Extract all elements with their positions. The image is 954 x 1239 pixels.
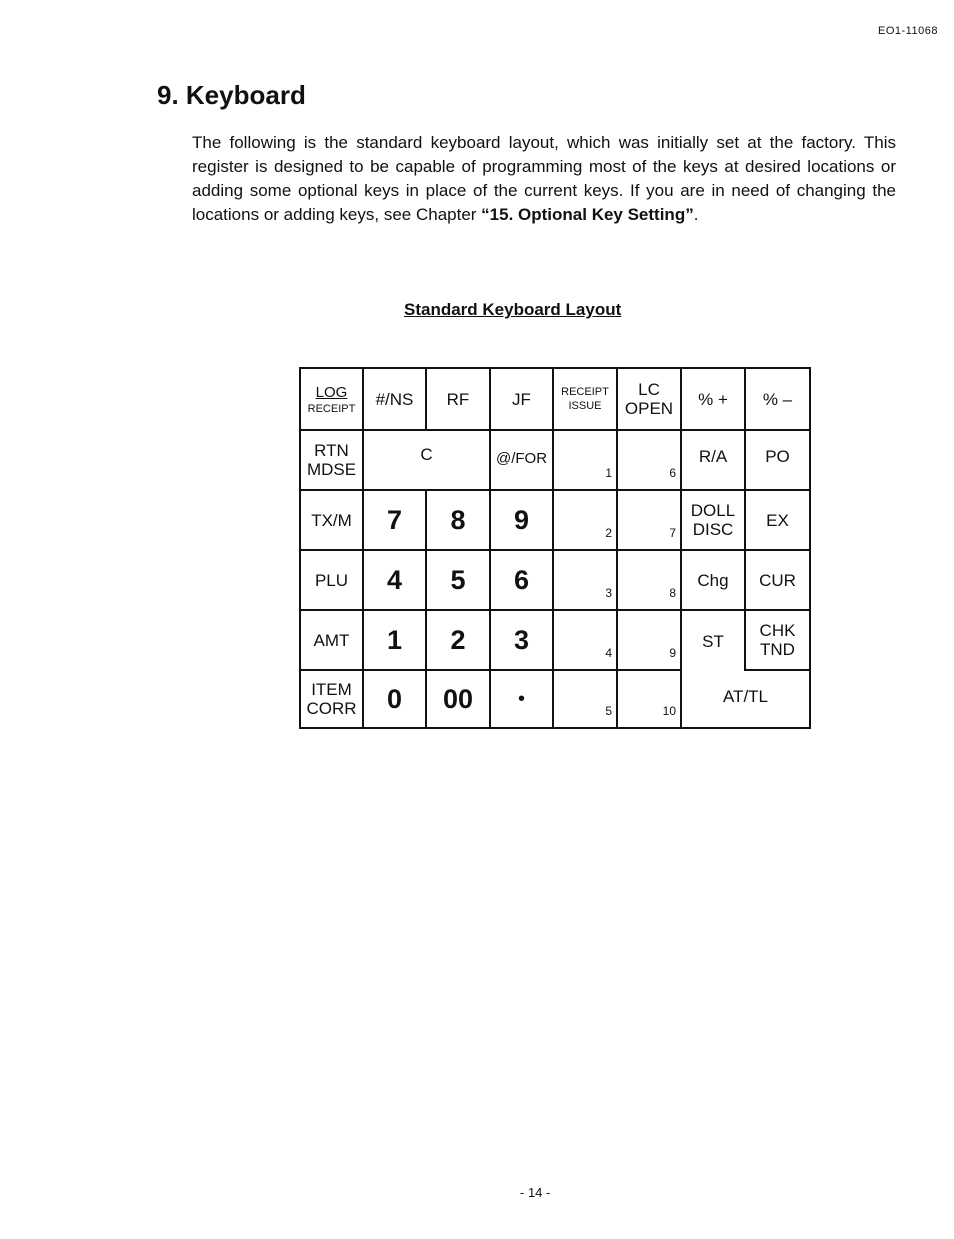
key-dept-10 — [618, 671, 682, 727]
key-jf-label: JF — [512, 389, 531, 409]
key-percent-minus-label: % – — [762, 389, 793, 409]
key-1 — [364, 611, 427, 671]
key-dept-2-label: 2 — [605, 526, 612, 540]
key-ex-label: EX — [766, 510, 789, 530]
key-doll-disc — [682, 491, 746, 551]
key-receipt-issue — [554, 369, 618, 431]
key-dept-4-label: 4 — [605, 646, 612, 660]
key-00-label: 00 — [442, 683, 474, 714]
key-item-corr — [301, 671, 364, 727]
key-po — [746, 431, 809, 491]
key-dept-9-label: 9 — [669, 646, 676, 660]
key-item-label: ITEM — [311, 680, 352, 699]
key-jf — [491, 369, 554, 431]
key-attl-label: AT/TL — [722, 687, 769, 706]
key-rf — [427, 369, 491, 431]
key-rtn-label: RTN — [314, 441, 349, 460]
key-dept-3-label: 3 — [605, 586, 612, 600]
key-clear — [364, 431, 491, 491]
key-dept-1 — [554, 431, 618, 491]
key-ex — [746, 491, 809, 551]
key-8-label: 8 — [450, 504, 466, 535]
key-dept-4 — [554, 611, 618, 671]
key-0 — [364, 671, 427, 727]
key-cur-label: CUR — [759, 570, 796, 590]
key-dept-6-label: 6 — [669, 466, 676, 480]
section-heading: 9. Keyboard — [157, 80, 306, 110]
key-open-label: OPEN — [624, 399, 674, 418]
key-doll-label: DOLL — [690, 501, 736, 520]
key-ns — [364, 369, 427, 431]
key-tnd-label: TND — [760, 640, 795, 659]
key-5 — [427, 551, 491, 611]
key-disc-label: DISC — [692, 520, 734, 539]
key-lc-open — [618, 369, 682, 431]
key-dept-6 — [618, 431, 682, 491]
keyboard-layout-grid — [299, 367, 811, 729]
key-5-label: 5 — [450, 564, 466, 595]
key-6-label: 6 — [513, 564, 530, 595]
key-dept-8 — [618, 551, 682, 611]
key-for — [491, 431, 554, 491]
key-receipt-issue-line1: RECEIPT — [561, 386, 609, 398]
key-dept-3 — [554, 551, 618, 611]
key-decimal-point-label: • — [517, 687, 525, 710]
key-percent-plus-label: % + — [698, 389, 728, 409]
key-dept-5-label: 5 — [605, 704, 612, 718]
intro-text: The following is the standard keyboard layout, which was initially set at the factory. This register is designed to be capable of programming most of the keys at desired locations or adding some optional keys in place of the current keys. If you are in need of changing the locations or adding keys, see Chapter — [192, 133, 896, 224]
key-dept-1-label: 1 — [605, 466, 612, 480]
key-0-label: 0 — [386, 683, 403, 714]
key-txm-label: TX/M — [311, 510, 352, 530]
key-ra — [682, 431, 746, 491]
key-po-label: PO — [765, 447, 790, 466]
key-log-receipt — [301, 369, 364, 431]
key-4-label: 4 — [386, 564, 403, 595]
intro-paragraph — [192, 131, 896, 227]
key-percent-minus — [746, 369, 809, 431]
key-ns-label: #/NS — [375, 389, 414, 409]
key-3-label: 3 — [513, 624, 530, 655]
key-mdse-label: MDSE — [306, 460, 357, 479]
key-percent-plus — [682, 369, 746, 431]
key-corr-label: CORR — [306, 699, 357, 718]
key-6 — [491, 551, 554, 611]
key-txm — [301, 491, 364, 551]
document-id: EO1-11068 — [878, 25, 938, 37]
keyboard-layout-title: Standard Keyboard Layout — [404, 300, 622, 319]
key-receipt-issue-line2: ISSUE — [568, 400, 602, 412]
key-plu — [301, 551, 364, 611]
key-dept-2 — [554, 491, 618, 551]
key-chg — [682, 551, 746, 611]
intro-end: . — [693, 205, 699, 224]
key-4 — [364, 551, 427, 611]
key-dept-8-label: 8 — [669, 586, 676, 600]
key-st-label: ST — [702, 631, 724, 651]
key-ra-label: R/A — [698, 447, 728, 466]
key-dept-7-label: 7 — [669, 526, 676, 540]
page-number: - 14 - — [520, 1185, 551, 1200]
key-for-label: @/FOR — [495, 450, 548, 467]
key-dept-7 — [618, 491, 682, 551]
key-rf-label: RF — [446, 389, 470, 409]
key-lc-label: LC — [638, 380, 660, 399]
key-clear-label: C — [420, 445, 433, 464]
key-amt-label: AMT — [313, 630, 350, 650]
key-dept-9 — [618, 611, 682, 671]
key-attl — [682, 671, 809, 727]
key-9-label: 9 — [513, 504, 530, 535]
key-1-label: 1 — [386, 624, 403, 655]
key-cur — [746, 551, 809, 611]
key-st — [682, 611, 746, 671]
key-chg-label: Chg — [697, 570, 729, 590]
key-chk-label: CHK — [759, 621, 796, 640]
key-7 — [364, 491, 427, 551]
key-decimal-point — [491, 671, 554, 727]
key-log-label: LOG — [315, 383, 348, 401]
key-00 — [427, 671, 491, 727]
key-dept-5 — [554, 671, 618, 727]
key-8 — [427, 491, 491, 551]
chapter-reference: “15. Optional Key Setting” — [481, 205, 694, 224]
key-amt — [301, 611, 364, 671]
key-3 — [491, 611, 554, 671]
key-receipt-label: RECEIPT — [307, 402, 356, 415]
key-plu-label: PLU — [314, 570, 349, 590]
key-7-label: 7 — [386, 504, 403, 535]
key-rtn-mdse — [301, 431, 364, 491]
key-2-label: 2 — [450, 624, 466, 655]
key-2 — [427, 611, 491, 671]
key-dept-10-label: 10 — [662, 704, 676, 718]
key-chk-tnd — [746, 611, 809, 671]
key-9 — [491, 491, 554, 551]
